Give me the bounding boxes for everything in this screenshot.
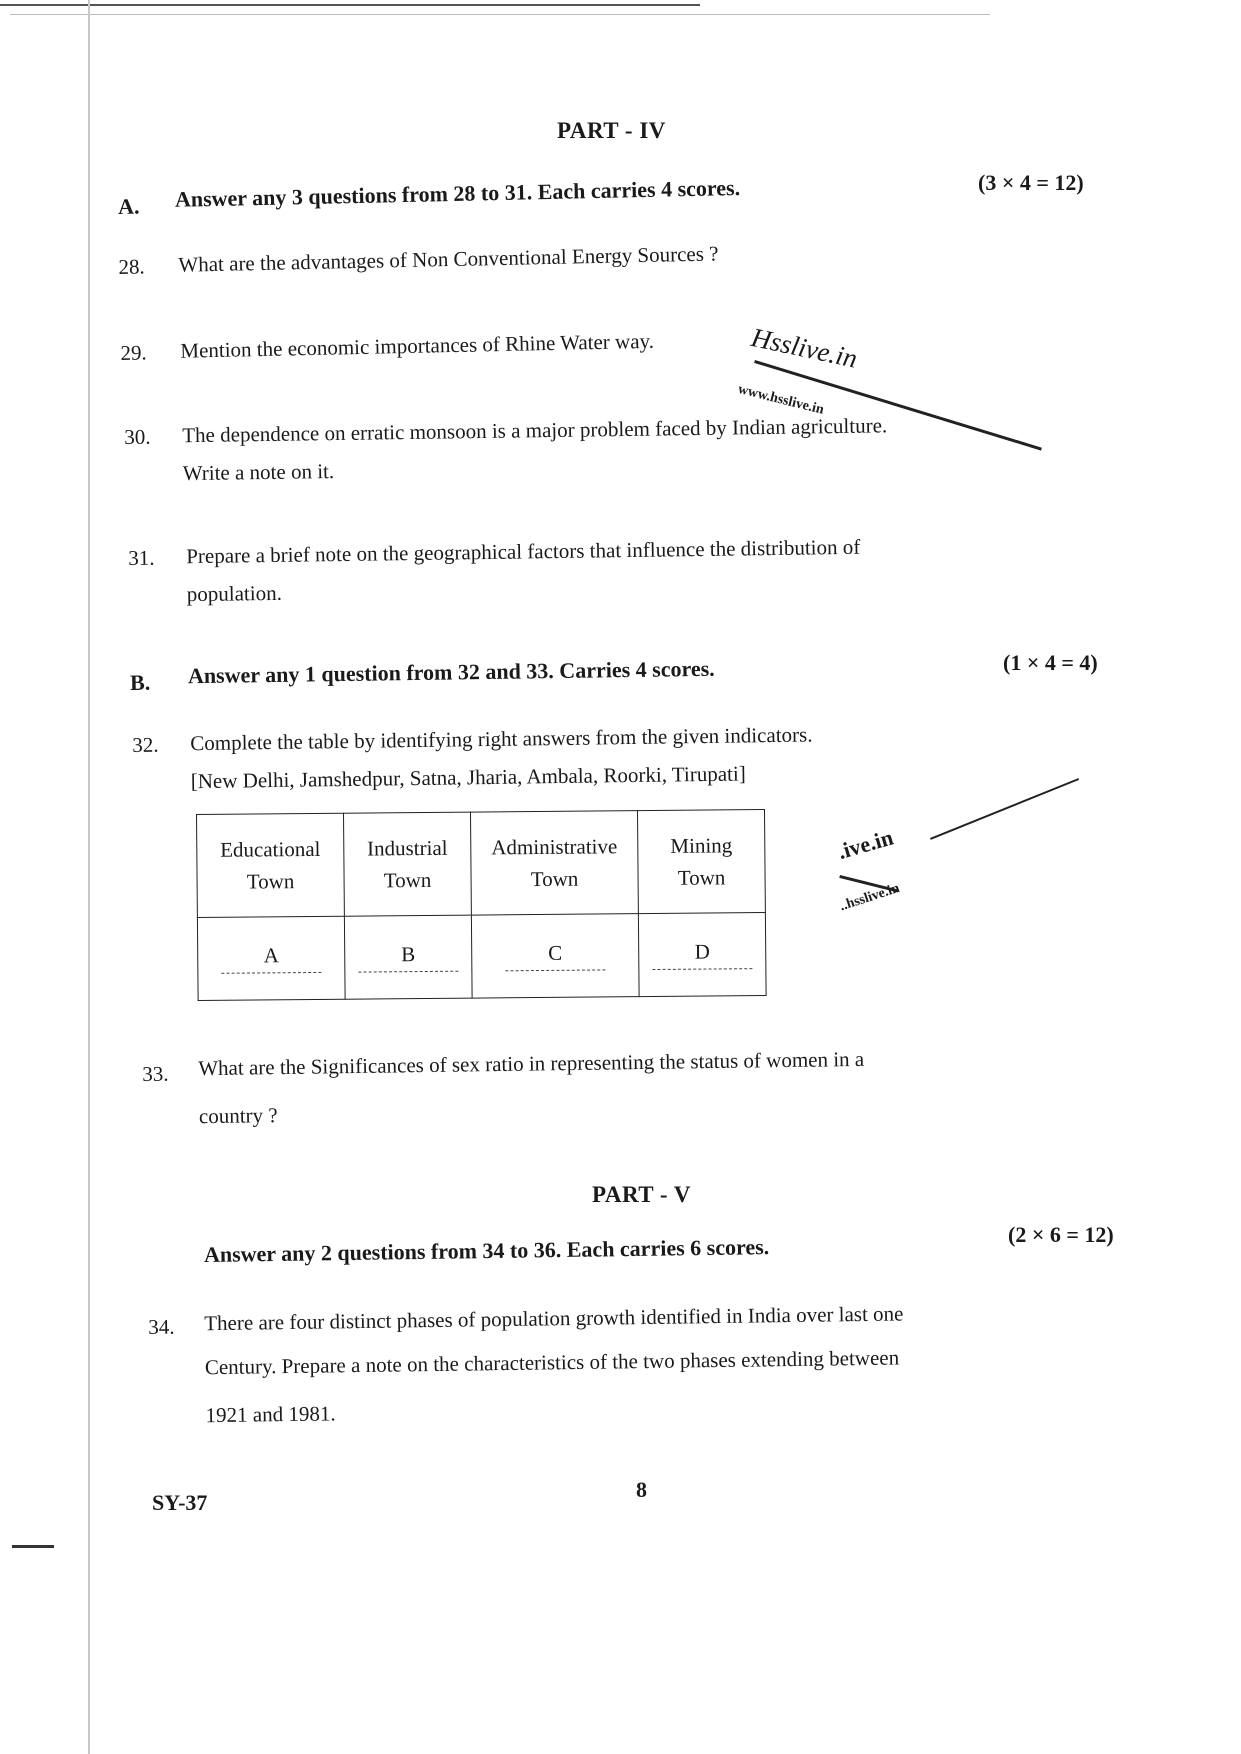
top-rule-faint xyxy=(10,14,990,15)
question-number: 29. xyxy=(120,340,147,365)
question-text-line1: Complete the table by identifying right answers from the given indicators. xyxy=(190,722,813,756)
section-a-marks: (3 × 4 = 12) xyxy=(978,170,1084,195)
part5-instruction: Answer any 2 questions from 34 to 36. Each carries 6 scores. xyxy=(203,1234,770,1267)
question-text-line2: [New Delhi, Jamshedpur, Satna, Jharia, Ambala, Roorki, Tirupati] xyxy=(190,761,746,794)
watermark-logo: Hsslive.in xyxy=(748,322,860,374)
answer-blank xyxy=(358,971,458,973)
question-31 xyxy=(128,525,1078,607)
question-text-line1: What are the Significances of sex ratio in representing the status of women in a xyxy=(198,1046,865,1081)
question-28 xyxy=(118,229,978,279)
question-number: 32. xyxy=(132,732,159,757)
paper-code: SY-37 xyxy=(152,1490,208,1515)
question-text: What are the advantages of Non Conventional Energy Sources ? xyxy=(178,241,719,277)
answer-table xyxy=(196,809,767,1001)
part4-heading: PART - IV xyxy=(557,118,666,143)
section-a-instruction-row xyxy=(118,170,978,218)
question-number: 28. xyxy=(118,254,145,279)
question-text-line2: Century. Prepare a note on the characteristics of the two phases extending between xyxy=(204,1345,900,1380)
section-b-marks: (1 × 4 = 4) xyxy=(1003,650,1098,675)
answer-blank xyxy=(652,968,752,970)
answer-cell-c[interactable]: C xyxy=(471,914,639,998)
watermark-line xyxy=(930,778,1079,840)
question-text-line1: Prepare a brief note on the geographical factors that influence the distribution of xyxy=(186,534,861,569)
question-number: 30. xyxy=(124,424,151,449)
side-mark xyxy=(12,1545,54,1548)
watermark-partial-url: ..hsslive.in xyxy=(838,880,902,915)
part5-heading: PART - V xyxy=(592,1182,692,1207)
answer-cell-d[interactable]: D xyxy=(638,913,766,997)
header-educational-town: Educational Town xyxy=(197,813,345,917)
question-number: 33. xyxy=(142,1061,169,1086)
question-text-line3: 1921 and 1981. xyxy=(205,1401,336,1428)
question-33 xyxy=(142,1037,1092,1129)
question-number: 31. xyxy=(128,545,155,570)
watermark-partial-logo: .ive.in xyxy=(835,824,896,865)
part5-marks: (2 × 6 = 12) xyxy=(1008,1222,1114,1247)
question-32 xyxy=(132,712,1052,794)
question-text-line2: Write a note on it. xyxy=(182,459,335,486)
section-b-instruction-row xyxy=(130,654,830,694)
margin-line xyxy=(88,0,90,1754)
section-a-instruction: Answer any 3 questions from 28 to 31. Each carries 4 scores. xyxy=(174,174,741,212)
answer-blank xyxy=(505,969,605,971)
question-text: Mention the economic importances of Rhine Water way. xyxy=(180,328,655,363)
header-industrial-town: Industrial Town xyxy=(343,812,471,916)
question-text-line2: population. xyxy=(186,580,283,607)
question-text-line1: The dependence on erratic monsoon is a major problem faced by Indian agriculture. xyxy=(182,413,888,448)
top-rule xyxy=(0,4,700,6)
page-number: 8 xyxy=(636,1477,647,1502)
section-b-letter: B. xyxy=(129,669,151,695)
answer-cell-a[interactable]: A xyxy=(197,916,345,1000)
question-34 xyxy=(148,1292,1098,1428)
question-29 xyxy=(120,320,760,365)
question-text-line1: There are four distinct phases of population growth identified in India over last one xyxy=(204,1301,904,1336)
table-answer-row xyxy=(197,913,766,1001)
header-administrative-town: Administrative Town xyxy=(470,811,638,915)
question-text-line2: country ? xyxy=(198,1103,278,1129)
table-header-row xyxy=(197,810,766,918)
header-mining-town: Mining Town xyxy=(637,810,765,914)
answer-blank xyxy=(221,972,321,974)
section-b-instruction: Answer any 1 question from 32 and 33. Carries 4 scores. xyxy=(187,655,715,689)
watermark-url: www.hsslive.in xyxy=(736,382,826,418)
question-number: 34. xyxy=(148,1314,175,1339)
section-a-letter: A. xyxy=(117,193,140,219)
answer-cell-b[interactable]: B xyxy=(344,915,472,999)
